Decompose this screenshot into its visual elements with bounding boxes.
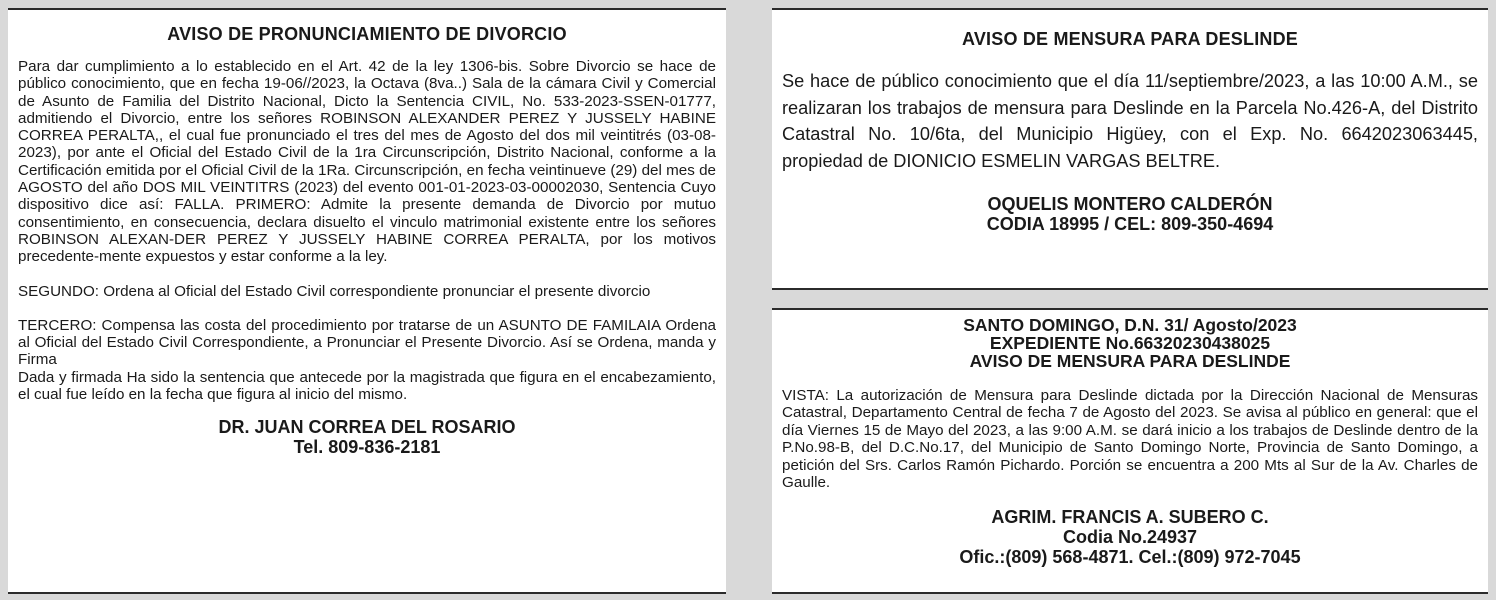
signature-name: AGRIM. FRANCIS A. SUBERO C. xyxy=(991,507,1269,528)
signature-phone: Tel. 809-836-2181 xyxy=(293,437,441,458)
notice-body: Se hace de público conocimiento que el día 11/septiembre/2023, a las 10:00 A.M., se realizaran los trabajos de mensura para Deslinde en la Parcela No.426-A, del Distrito Catastral No. 10/6ta, del Municipio Higüey, con el Exp. No. 6642023063445, propiedad de DIONICIO ESMELIN VARGAS BELTRE. xyxy=(782,71,1478,171)
signature-codia: Codia No.24937 xyxy=(1062,527,1198,548)
notice-paragraph: Para dar cumplimiento a lo establecido en el Art. 42 de la ley 1306-bis. Sobre Divorcio se hace de público conocimiento, que en fecha 19-06//2023, la Octava (8va..) Sala de la cámara Civil y Comercial de Asunto de Familia del Distrito Nacional, Dicto la Sentencia CIVIL, No. 533-2023-SSEN-01777, admitiendo el Divorcio, entre los señores ROBINSON ALEXANDER PEREZ Y JUSSELY HABINE CORREA PERALTA,, el cual fue pronunciado el tres del mes de Agosto del dos mil veintitrés (03-08-2023), por ante el Oficial del Estado Civil de la 1ra Circunscripción, Distrito Nacional, conforme a la Certificación emitida por el Oficial Civil de la 1Ra. Circunscripción, en fecha veintinueve (29) del mes de AGOSTO del año DOS MIL VEINTITRS (2023) del evento 001-01-2023-03-00002030, Sentencia Cuyo dispositivo dice así: FALLA. PRIMERO: Admite la presente demanda de Divorcio por mutuo consentimiento, en consecuencia, declara disuelto el vinculo matrimonial existente entre los señores ROBINSON ALEXAN-DER PEREZ Y JUSSELY HABINE CORREA PERALTA, por los motivos precedente-mente expuestos y estar conforme a la ley. xyxy=(18,58,716,266)
notice-paragraph: Dada y firmada Ha sido la sentencia que antecede por la magistrada que figura en el encabezamiento, el cual fue leído en la fecha que figura al inicio del mismo. xyxy=(18,368,716,404)
survey-notice xyxy=(772,8,1488,290)
signature-contact: CODIA 18995 / CEL: 809-350-4694 xyxy=(986,214,1274,234)
survey-notice-expediente xyxy=(772,308,1488,594)
notice-body xyxy=(8,58,726,403)
signature-name: OQUELIS MONTERO CALDERÓN xyxy=(987,194,1273,214)
notice-paragraph: SEGUNDO: Ordena al Oficial del Estado Civil correspondiente pronunciar el presente divorcio xyxy=(18,282,651,300)
notice-header-date: SANTO DOMINGO, D.N. 31/ Agosto/2023 xyxy=(963,315,1297,335)
signature-name: DR. JUAN CORREA DEL ROSARIO xyxy=(218,417,516,438)
notice-body: VISTA: La autorización de Mensura para Deslinde dictada por la Dirección Nacional de Mensuras Catastral, Departamento Central de fecha 7 de Agosto del 2023. Se avisa al público en general: que el día Viernes 15 de Mayo del 2023, a las 9:00 A.M. se dará inicio a los trabajos de Deslinde dentro de la P.No.98-B, del D.C.No.17, del Municipio de Santo Domingo Norte, Provincia de Santo Domingo, a petición del Srs. Carlos Ramón Pichardo. Porción se encuentra a 200 Mts al Sur de la Av. Charles de Gaulle. xyxy=(782,387,1478,492)
notice-title: AVISO DE MENSURA PARA DESLINDE xyxy=(961,29,1299,49)
notice-paragraph: TERCERO: Compensa las costa del procedimiento por tratarse de un ASUNTO DE FAMILAIA Ordena al Oficial del Estado Civil Correspondiente, a Pronunciar el Presente Divorcio. Así se Ordena, manda y Firma xyxy=(18,316,716,369)
notice-title: AVISO DE PRONUNCIAMIENTO DE DIVORCIO xyxy=(167,24,567,44)
divorce-notice xyxy=(8,8,726,594)
notice-title: AVISO DE MENSURA PARA DESLINDE xyxy=(969,351,1291,371)
notice-header-expediente: EXPEDIENTE No.66320230438025 xyxy=(989,333,1271,353)
signature-phones: Ofic.:(809) 568-4871. Cel.:(809) 972-7045 xyxy=(959,547,1301,568)
